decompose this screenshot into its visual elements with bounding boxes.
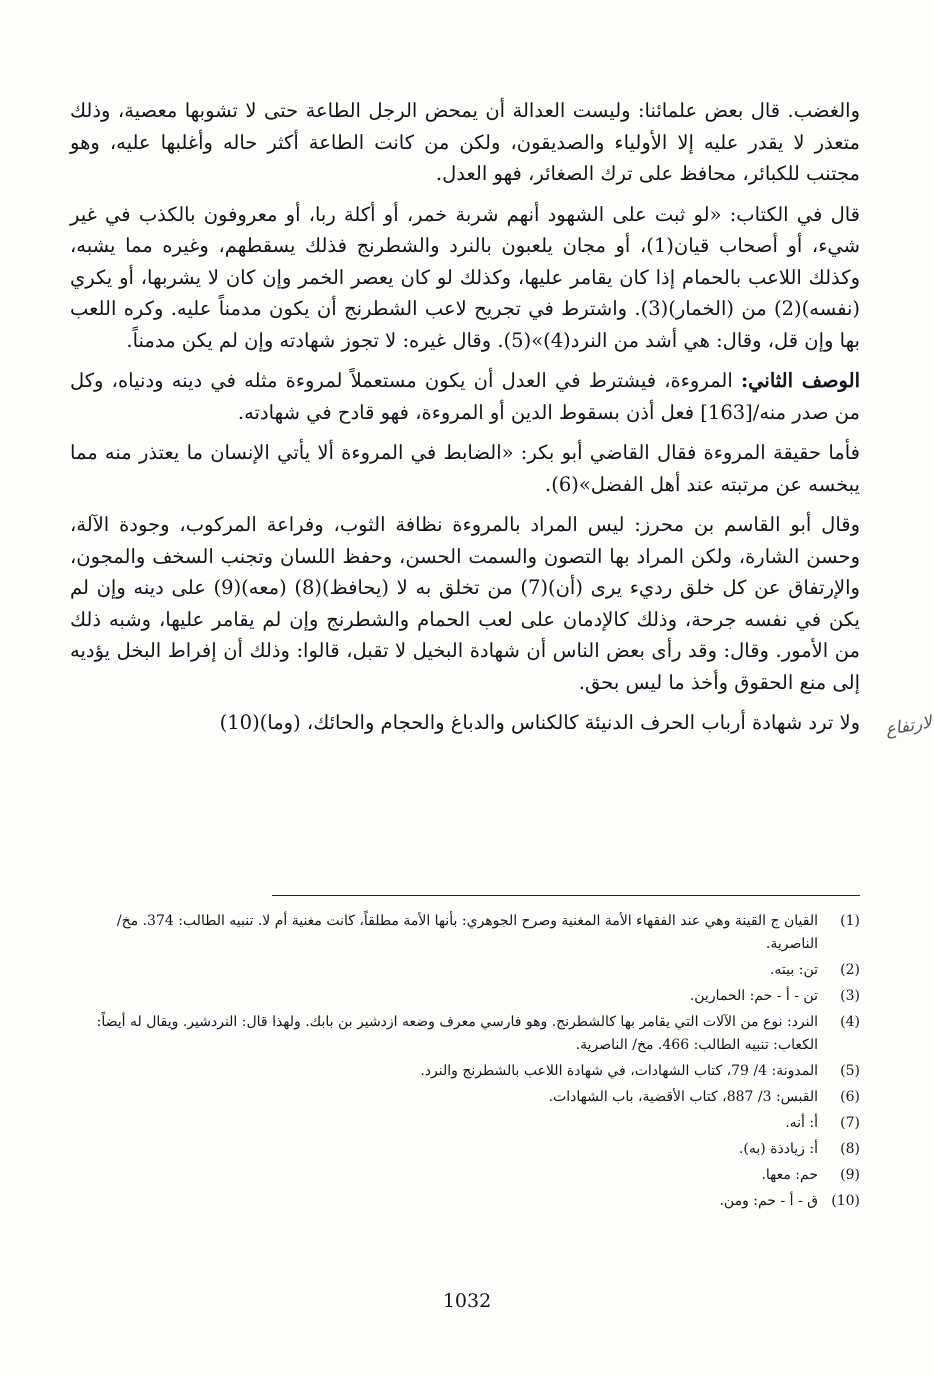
paragraph-text: قال في الكتاب: «لو ثبت على الشهود أنهم شربة خمر، أو أكلة ربا، أو معروفون بالكذب في غير شيء، أو أصحاب قيان(1)، أو مجان يلعبون بالنرد والشطرنج فذلك يسقطهم، وغيره مما يشبه، وكذلك اللاعب بالحمام إذا كان يقامر عليها، وكذلك لو كان يعصر الخمر وإن كان لا يشربها، أو يكري (نفسه)(2) من (الخمار)(3). واشترط في تجريح لاعب الشطرنج أن يكون مدمناً عليه. وكره اللعب بها وإن قل، وقال: هي أشد من النرد(4)»(5). وقال غيره: لا تجوز شهادته وإن لم يكن مدمناً. xyxy=(70,202,860,352)
paragraph-text: والغضب. قال بعض علمائنا: وليست العدالة أن يمحض الرجل الطاعة حتى لا تشوبها معصية، وذلك متعذر لا يقدر عليه إلا الأولياء والصديقون، ولكن من كانت الطاعة أكثر حاله وأغلبها عليه، وهو مجتنب للكبائر، محافظ على ترك الصغائر، فهو العدل. xyxy=(70,99,860,185)
footnotes xyxy=(70,910,860,1216)
paragraph xyxy=(70,509,860,698)
footnote xyxy=(70,1164,860,1187)
footnote-text: القبس: 3/ 887، كتاب الأقضية، باب الشهادات. xyxy=(548,1089,818,1105)
paragraph-text: وقال أبو القاسم بن محرز: ليس المراد بالمروءة نظافة الثوب، وفراعة المركوب، وجودة الآلة، وحسن الشارة، ولكن المراد بها التصون والسمت الحسن، وحفظ اللسان وتجنب السخف والمجون، والإرتفاق عن كل خلق رديء يرى (أن)(7) من تخلق به لا (يحافظ)(8) (معه)(9) على دينه وإن لم يكن في نفسه جرحة، وذلك كالإدمان على لعب الحمام والشطرنج وإن لم يقامر عليها، وشبه ذلك من الأمور. وقال: وقد رأى بعض الناس أن شهادة البخيل لا تقبل، قالوا: وذلك أن إفراط البخل يؤديه إلى منع الحقوق وأخذ ما ليس بحق. xyxy=(70,513,860,694)
paragraph xyxy=(70,199,860,357)
footnote xyxy=(70,1011,860,1057)
footnote xyxy=(70,1190,860,1213)
footnote-text: أ: زيادذة (به). xyxy=(738,1141,818,1157)
paragraph-text: المروءة، فيشترط في العدل أن يكون مستعملاً لمروءة مثله في دينه ودنياه، وكل من صدر منه/[163] فعل أذن بسقوط الدين أو المروءة، فهو قادح في شهادته. xyxy=(70,369,860,424)
footnote-text: تن: بيته. xyxy=(769,962,818,978)
paragraph xyxy=(70,707,860,739)
main-text xyxy=(70,95,860,748)
footnote-number: (4) xyxy=(840,1014,860,1030)
handwritten-margin-note: لارتفاع xyxy=(883,712,934,741)
footnote-text: حم: معها. xyxy=(761,1167,818,1183)
footnote-number: (7) xyxy=(840,1115,860,1131)
footnote xyxy=(70,910,860,956)
footnote-text: النرد: نوع من الآلات التي يقامر بها كالشطرنج. وهو فارسي معرف وضعه ازدشير بن بابك. ولهذا قال: النردشير. ويقال له أيضاً: الكعاب: تنبيه الطالب: 466. مخ/ الناصرية. xyxy=(96,1014,818,1053)
footnote-text: المدونة: 4/ 79، كتاب الشهادات، في شهادة اللاعب بالشطرنج والنرد. xyxy=(420,1063,818,1079)
paragraph-text: فأما حقيقة المروءة فقال القاضي أبو بكر: «الضابط في المروءة ألا يأتي الإنسان ما يعتذر منه مما يبخسه عن مرتبته عند أهل الفضل»(6). xyxy=(70,441,860,496)
footnote-number: (6) xyxy=(840,1089,860,1105)
footnote xyxy=(70,1112,860,1135)
paragraph xyxy=(70,95,860,190)
paragraph xyxy=(70,365,860,428)
footnote-text: تن - أ - حم: الحمارين. xyxy=(689,988,818,1004)
footnote xyxy=(70,1086,860,1109)
footnote xyxy=(70,985,860,1008)
footnote-number: (8) xyxy=(840,1141,860,1157)
footnote-number: (2) xyxy=(840,962,860,978)
footnote-number: (5) xyxy=(840,1063,860,1079)
footnote-text: أ: أنه. xyxy=(785,1115,818,1131)
section-heading: الوصف الثاني: xyxy=(740,369,860,392)
paragraph-text: ولا ترد شهادة أرباب الحرف الدنيئة كالكناس والدباغ والحجام والحائك، (وما)(10) xyxy=(219,711,860,734)
footnote-number: (1) xyxy=(840,913,860,929)
footnote-divider xyxy=(272,895,860,896)
footnote xyxy=(70,959,860,982)
footnote xyxy=(70,1138,860,1161)
paragraph xyxy=(70,437,860,500)
footnote-number: (3) xyxy=(840,988,860,1004)
footnote-text: القيان ج القينة وهي عند الفقهاء الأمة المغنية وصرح الجوهري: بأنها الأمة مطلقاً، كانت مغنية أم لا. تنبيه الطالب: 374. مخ/ الناصرية. xyxy=(116,913,818,952)
footnote-text: ق - أ - حم: ومن. xyxy=(719,1193,818,1209)
footnote-number: (9) xyxy=(840,1167,860,1183)
footnote-number: (10) xyxy=(831,1193,860,1209)
page-number: 1032 xyxy=(442,1290,492,1312)
footnote xyxy=(70,1060,860,1083)
